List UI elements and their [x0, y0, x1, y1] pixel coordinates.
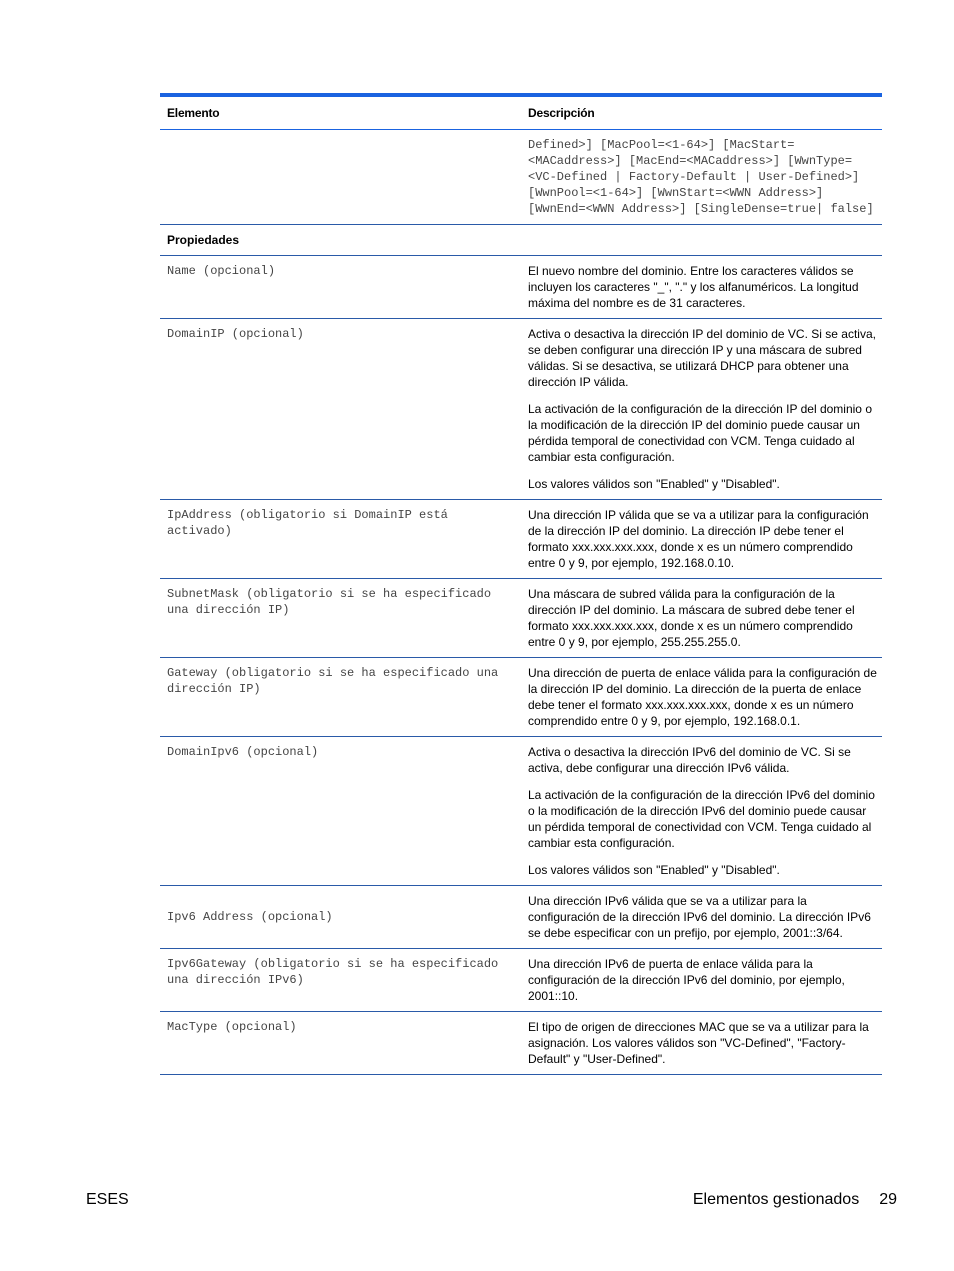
- property-name: SubnetMask (obligatorio si se ha especificado una dirección IP): [160, 579, 521, 658]
- section-empty-cell: [521, 225, 882, 256]
- property-description: [521, 949, 882, 1012]
- property-name: DomainIP (opcional): [160, 319, 521, 500]
- description-paragraph: Una dirección IPv6 válida que se va a utilizar para la configuración de la dirección IPv6 del dominio. La dirección IPv6 se debe especificar con un prefijo, por ejemplo, 2001::3/64.: [528, 894, 871, 940]
- property-description: [521, 256, 882, 319]
- property-description: [521, 319, 882, 500]
- property-name: Name (opcional): [160, 256, 521, 319]
- table-row: [160, 737, 882, 886]
- table-row: [160, 949, 882, 1012]
- description-paragraph: Una dirección IPv6 de puerta de enlace válida para la configuración de la dirección IPv6 del dominio, por ejemplo, 2001::10.: [528, 957, 845, 1003]
- description-paragraph: Una dirección IP válida que se va a utilizar para la configuración de la dirección IP del dominio. La dirección IP debe tener el formato xxx.xxx.xxx.xxx, donde x es un número comprendido entre 0 y 9, por ejemplo, 192.168.0.10.: [528, 508, 869, 570]
- property-name: MacType (opcional): [160, 1012, 521, 1075]
- description-paragraph: Activa o desactiva la dirección IP del dominio de VC. Si se activa, se deben configurar una dirección IP y una máscara de subred válidas. Si se desactiva, se utilizará DHCP para obtener una dirección IP válida.: [528, 327, 876, 389]
- description-paragraph: Una dirección de puerta de enlace válida para la configuración de la dirección IP del dominio. La dirección de la puerta de enlace debe tener el formato xxx.xxx.xxx.xxx, donde x es un número comprendido entre 0 y 9, por ejemplo, 192.168.0.1.: [528, 666, 877, 728]
- table-row: [160, 886, 882, 949]
- property-name: IpAddress (obligatorio si DomainIP está activado): [160, 500, 521, 579]
- description-paragraph: La activación de la configuración de la dirección IP del dominio o la modificación de la dirección IP del dominio puede causar un pérdida temporal de conectividad con VCM. Tenga cuidado al cambiar esta configuración.: [528, 402, 872, 464]
- table-row: [160, 1012, 882, 1075]
- description-paragraph: La activación de la configuración de la dirección IPv6 del dominio o la modificación de la dirección IPv6 del dominio puede causar un pérdida temporal de conectividad con VCM. Tenga cuidado al cambiar esta configuración.: [528, 788, 875, 850]
- property-name: Ipv6 Address (opcional): [160, 886, 521, 949]
- property-description: [521, 737, 882, 886]
- property-description: [521, 579, 882, 658]
- table-row: [160, 256, 882, 319]
- description-paragraph: Los valores válidos son "Enabled" y "Disabled".: [528, 863, 780, 877]
- section-title: Propiedades: [160, 225, 521, 256]
- footer-locale: ESES: [86, 1191, 129, 1208]
- section-row: [160, 225, 882, 256]
- table-header-row: [160, 95, 882, 130]
- description-paragraph: Activa o desactiva la dirección IPv6 del dominio de VC. Si se activa, debe configurar una dirección IPv6 válida.: [528, 745, 851, 775]
- description-paragraph: Los valores válidos son "Enabled" y "Disabled".: [528, 477, 780, 491]
- properties-table: [160, 93, 882, 1075]
- property-name: DomainIpv6 (opcional): [160, 737, 521, 886]
- property-description: [521, 500, 882, 579]
- header-element: Elemento: [160, 95, 521, 130]
- footer-section-title: Elementos gestionados: [692, 1191, 860, 1208]
- continuation-element-cell: [160, 130, 521, 225]
- property-description: [521, 886, 882, 949]
- property-description: [521, 1012, 882, 1075]
- header-description: Descripción: [521, 95, 882, 130]
- table-row: [160, 319, 882, 500]
- property-name: Gateway (obligatorio si se ha especificado una dirección IP): [160, 658, 521, 737]
- property-name: Ipv6Gateway (obligatorio si se ha especificado una dirección IPv6): [160, 949, 521, 1012]
- continuation-syntax: Defined>] [MacPool=<1-64>] [MacStart=<MACaddress>] [MacEnd=<MACaddress>] [WwnType=<VC-Defined | Factory-Default | User-Defined>] [WwnPool=<1-64>] [WwnStart=<WWN Address>] [WwnEnd=<WWN Address>] [SingleDense=true| false]: [521, 130, 882, 225]
- footer-section: [693, 1191, 897, 1209]
- description-paragraph: El tipo de origen de direcciones MAC que se va a utilizar para la asignación. Los valores válidos son "VC-Defined", "Factory-Default" y "User-Defined".: [528, 1020, 869, 1066]
- property-description: [521, 658, 882, 737]
- description-paragraph: Una máscara de subred válida para la configuración de la dirección IP del dominio. La máscara de subred debe tener el formato xxx.xxx.xxx.xxx, donde x es un número comprendido entre 0 y 9, por ejemplo, 255.255.255.0.: [528, 587, 855, 649]
- page-number: 29: [879, 1191, 897, 1208]
- table-row: [160, 658, 882, 737]
- table-row: [160, 579, 882, 658]
- description-paragraph: El nuevo nombre del dominio. Entre los caracteres válidos se incluyen los caracteres "_", "." y los alfanuméricos. La longitud máxima del nombre es de 31 caracteres.: [528, 264, 859, 310]
- continuation-row: [160, 130, 882, 225]
- table-row: [160, 500, 882, 579]
